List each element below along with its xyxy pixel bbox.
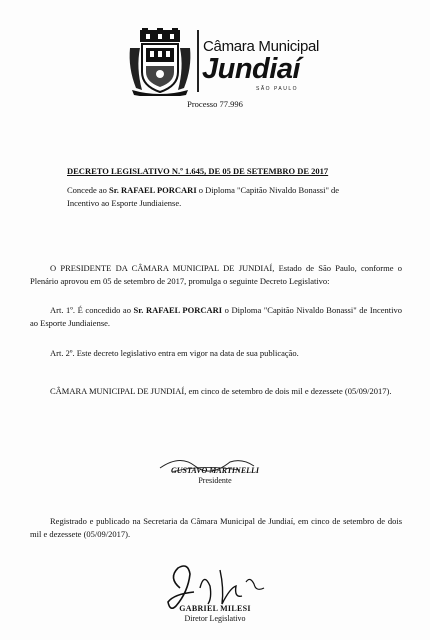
president-role: Presidente <box>198 476 232 485</box>
president-name: GUSTAVO MARTINELLI <box>170 466 260 475</box>
decree-closing: CÂMARA MUNICIPAL DE JUNDIAÍ, em cinco de setembro de dois mil e dezessete (05/09/2017). <box>50 386 392 396</box>
brand-top-text: Câmara Municipal <box>203 38 320 55</box>
decree-summary: Concede ao Sr. RAFAEL PORCARI o Diploma "Capitão Nivaldo Bonassi" de Incentivo ao Esporte Jundiaiense. <box>67 185 340 208</box>
decree-preamble: O PRESIDENTE DA CÂMARA MUNICIPAL DE JUNDIAÍ, Estado de São Paulo, conforme o Plenário aprovou em 05 de setembro de 2017, promulga o seguinte Decreto Legislativo: <box>30 263 402 286</box>
coat-of-arms-icon <box>128 28 192 96</box>
decree-title: DECRETO LEGISLATIVO N.º 1.645, DE 05 DE SETEMBRO DE 2017 <box>67 166 329 176</box>
brand-logo-text: Jundiaí <box>202 53 301 85</box>
process-number: Processo 77.996 <box>187 99 243 109</box>
honoree-name: Sr. RAFAEL PORCARI <box>109 185 197 195</box>
registration-note: Registrado e publicado na Secretaria da Câmara Municipal de Jundiaí, em cinco de setembro de dois mil e dezessete (05/09/2017). <box>30 516 402 539</box>
director-name: GABRIEL MILESI <box>179 604 251 613</box>
honoree-name: Sr. RAFAEL PORCARI <box>133 305 223 315</box>
brand-state-text: SÃO PAULO <box>256 86 299 92</box>
article-2: Art. 2º. Este decreto legislativo entra em vigor na data de sua publicação. <box>50 348 299 358</box>
article-1: Art. 1º. É concedido ao Sr. RAFAEL PORCARI o Diploma "Capitão Nivaldo Bonassi" de Incentivo ao Esporte Jundiaiense. <box>30 305 402 328</box>
header-divider <box>197 30 199 92</box>
director-role: Diretor Legislativo <box>184 614 246 623</box>
